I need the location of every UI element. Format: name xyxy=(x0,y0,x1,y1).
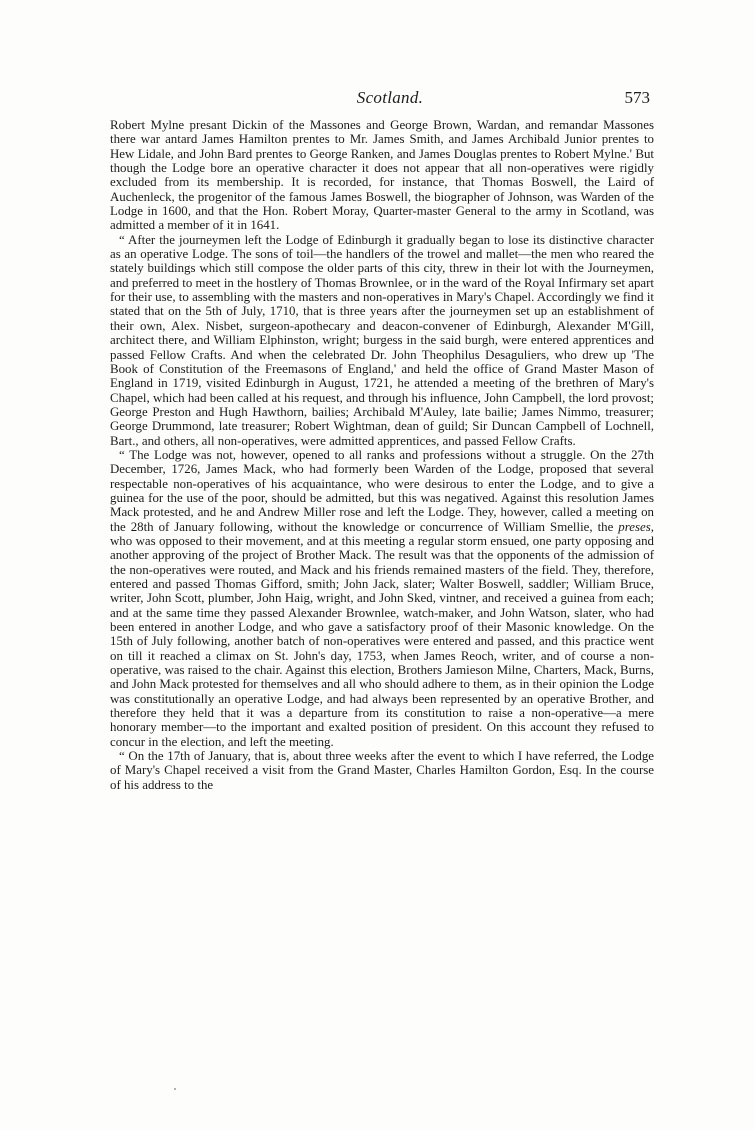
paragraph-2: “ After the journeymen left the Lodge of Edinburgh it gradually began to lose its distinctive character as an operative Lodge. The sons of toil—the handlers of the trowel and mallet—the men who reared the stately buildings which still compose the older parts of this city, threw in their lot with the Journeymen, and preferred to meet in the hostlery of Thomas Brownlee, or in the ward of the Royal Infirmary set apart for their use, to assembling with the masters and non-operatives in Mary's Chapel. Accordingly we find it stated that on the 5th of July, 1710, that is three years after the journeymen set up an establishment of their own, Alex. Nisbet, surgeon-apothecary and deacon-convener of Edinburgh, Alexander M'Gill, architect there, and William Elphinston, wright; burgess in the said burgh, were entered apprentices and passed Fellow Crafts. And when the celebrated Dr. John Theophilus Desaguliers, who drew up 'The Book of Constitution of the Freemasons of England,' and held the office of Grand Master Mason of England in 1719, visited Edinburgh in August, 1721, he attended a meeting of the brethren of Mary's Chapel, which had been called at his request, and through his influence, John Campbell, the lord provost; George Preston and Hugh Hawthorn, bailies; Archibald M'Auley, late bailie; James Nimmo, treasurer; George Drummond, late treasurer; Robert Wightman, dean of guild; Sir Duncan Campbell of Lochnell, Bart., and others, all non-operatives, were admitted apprentices, and passed Fellow Crafts. xyxy=(110,232,654,448)
print-speck xyxy=(174,1088,176,1090)
page-number: 573 xyxy=(624,88,650,107)
paragraph-4: “ On the 17th of January, that is, about three weeks after the event to which I have referred, the Lodge of Mary's Chapel received a visit from the Grand Master, Charles Hamilton Gordon, Esq. In the course of his address to the xyxy=(110,749,654,792)
paragraph-3: “ The Lodge was not, however, opened to all ranks and professions without a struggle. On the 27th December, 1726, James Mack, who had formerly been Warden of the Lodge, proposed that several respectable non-operatives of his acquaintance, who were desirous to enter the Lodge, and to give a guinea for the use of the poor, should be admitted, but this was negatived. Against this resolution James Mack protested, and he and Andrew Miller rose and left the Lodge. They, however, called a meeting on the 28th of January following, without the knowledge or concurrence of William Smellie, the preses, who was opposed to their movement, and at this meeting a regular storm ensued, one party opposing and another approving of the project of Brother Mack. The result was that the opponents of the admission of the non-operatives were routed, and Mack and his friends remained masters of the field. They, therefore, entered and passed Thomas Gifford, smith; John Jack, slater; Walter Boswell, saddler; William Bruce, writer, John Scott, plumber, John Haig, wright, and John Sked, vintner, and received a guinea from each; and at the same time they passed Alexander Brownlee, watch-maker, and John Watson, slater, who had been entered in another Lodge, and who gave a satisfactory proof of their Masonic knowledge. On the 15th of July following, another batch of non-operatives were entered and passed, and this practice went on till it reached a climax on St. John's day, 1753, when James Reoch, writer, and of course a non-operative, was raised to the chair. Against this election, Brothers Jamieson Milne, Charters, Mack, Burns, and John Mack protested for themselves and all who should adhere to them, as in their opinion the Lodge was constitutionally an operative Lodge, and had always been represented by an operative Brother, and therefore they held that it was a departure from its constitution to raise a non-operative—a mere honorary member—to the important and exalted position of president. On this account they refused to concur in the election, and left the meeting. xyxy=(110,447,654,749)
running-head xyxy=(130,88,650,112)
paragraph-1: Robert Mylne presant Dickin of the Massones and George Brown, Wardan, and remandar Massones there war antard James Hamilton prentes to Mr. James Smith, and James Archibald Junior prentes to Hew Lidale, and John Bard prentes to George Ranken, and James Douglas prentes to Robert Mylne.' But though the Lodge bore an operative character it does not appear that all non-operatives were rigidly excluded from its membership. It is recorded, for instance, that Thomas Boswell, the Laird of Auchenleck, the progenitor of the famous James Boswell, the biographer of Johnson, was Warden of the Lodge in 1600, and that the Hon. Robert Moray, Quarter-master General to the army in Scotland, was admitted a member of it in 1641. xyxy=(110,118,654,233)
body-text xyxy=(110,118,654,792)
emphasis-preses: preses xyxy=(618,519,651,534)
running-title: Scotland. xyxy=(356,88,424,107)
